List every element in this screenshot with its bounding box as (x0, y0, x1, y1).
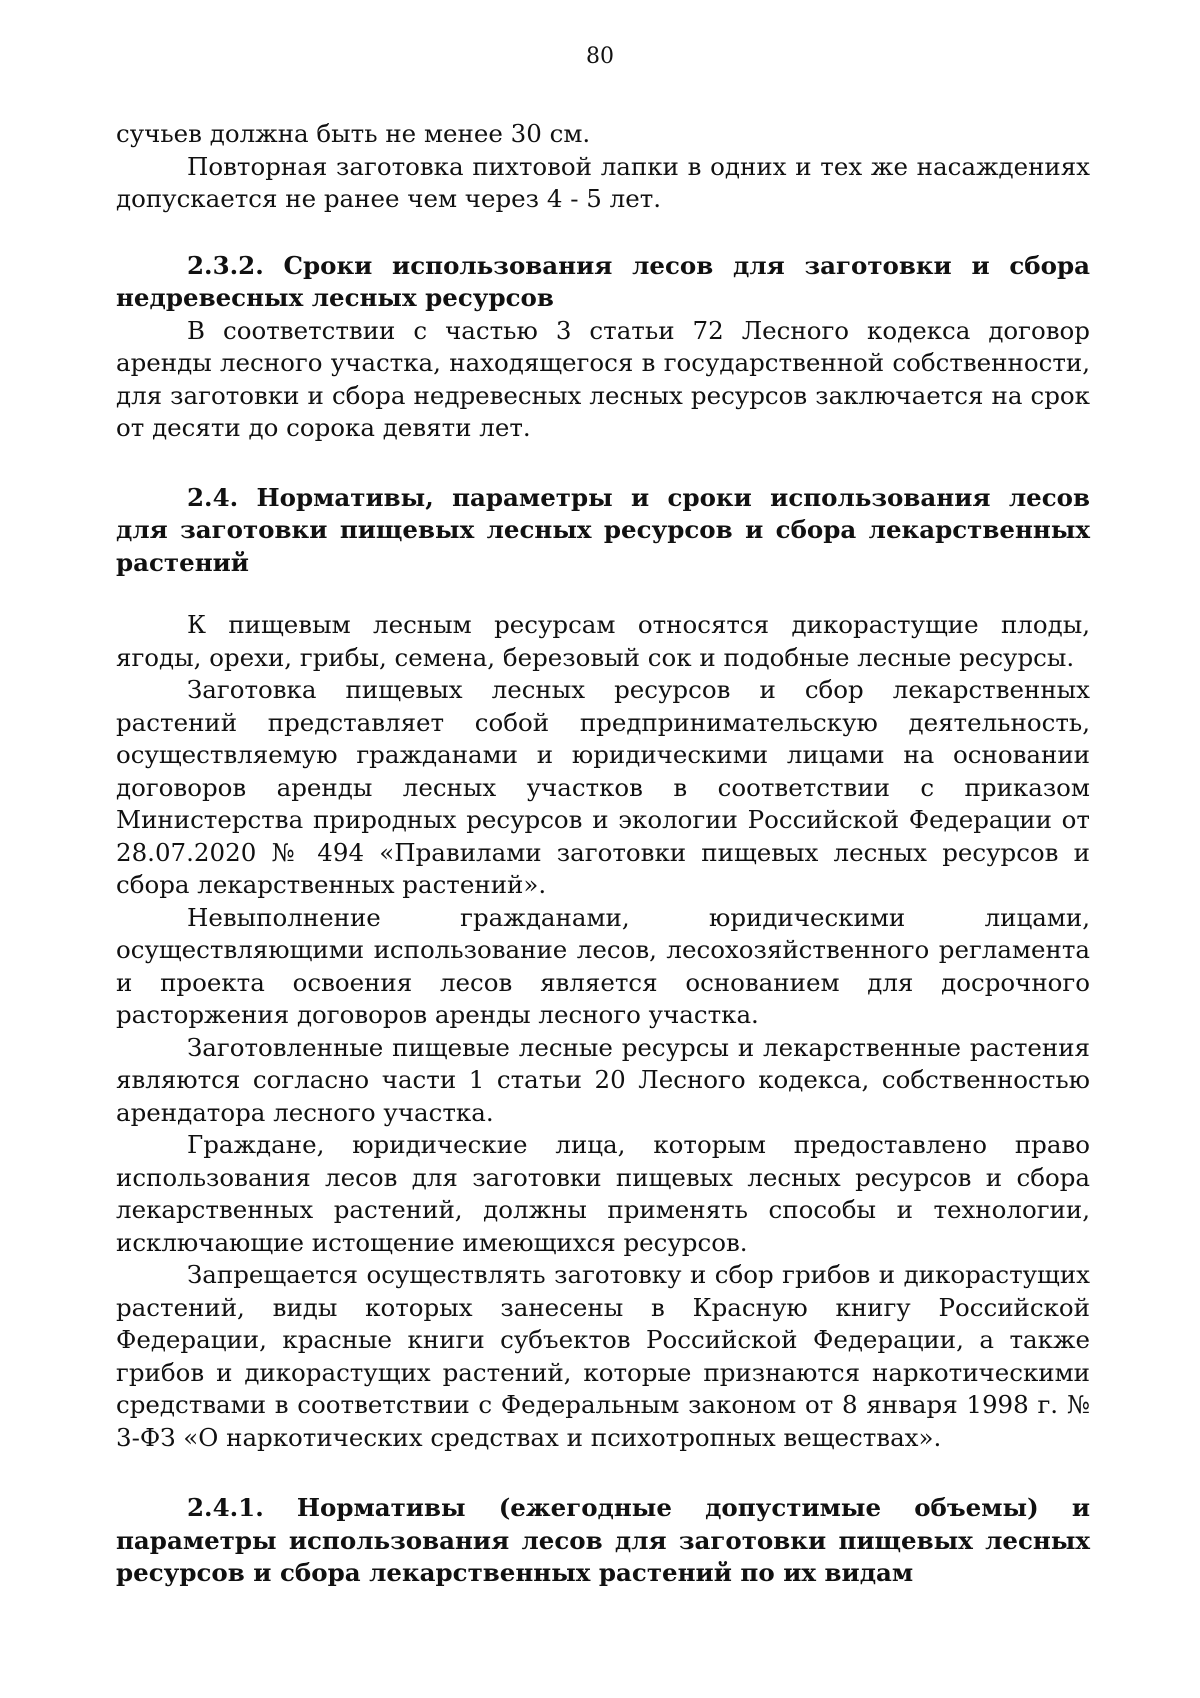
heading-2-3-2: 2.3.2. Сроки использования лесов для заготовки и сбора недревесных лесных ресурсов (116, 250, 1090, 312)
paragraph-lease-term: В соответствии с частью 3 статьи 72 Лесного кодекса договор аренды лесного участка, находящегося в государственной собственности, для заготовки и сбора недревесных лесных ресурсов заключается на срок от десяти до сорока девяти лет. (116, 315, 1090, 442)
paragraph-ownership: Заготовленные пищевые лесные ресурсы и лекарственные растения являются согласно части 1 статьи 20 Лесного кодекса, собственностью арендатора лесного участка. (116, 1032, 1090, 1127)
paragraph-food-resources: К пищевым лесным ресурсам относятся дикорастущие плоды, ягоды, орехи, грибы, семена, березовый сок и подобные лесные ресурсы. (116, 610, 1090, 672)
spacer (116, 1454, 1090, 1492)
paragraph-continuation: сучьев должна быть не менее 30 см. (116, 119, 591, 148)
page-number: 80 (586, 44, 614, 69)
paragraph-repeat-harvest: Повторная заготовка пихтовой лапки в одних и тех же насаждениях допускается не ранее чем через 4 - 5 лет. (116, 151, 1090, 213)
heading-2-4-1: 2.4.1. Нормативы (ежегодные допустимые объемы) и параметры использования лесов для заготовки пищевых лесных ресурсов и сбора лекарственных растений по их видам (116, 1493, 1090, 1587)
paragraph-noncompliance: Невыполнение гражданами, юридическими лицами, осуществляющими использование лесов, лесохозяйственного регламента и проекта освоения лесов является основанием для досрочного расторжения договоров аренды лесного участка. (116, 902, 1090, 1029)
paragraph-prohibition: Запрещается осуществлять заготовку и сбор грибов и дикорастущих растений, виды которых занесены в Красную книгу Российской Федерации, красные книги субъектов Российской Федерации, а также грибов и дикорастущих растений, которые признаются наркотическими средствами в соответствии с Федеральным законом от 8 января 1998 г. № 3-ФЗ «О наркотических средствах и психотропных веществах». (116, 1260, 1090, 1452)
spacer (116, 216, 1090, 250)
heading-2-4: 2.4. Нормативы, параметры и сроки использования лесов для заготовки пищевых лесных ресурсов и сбора лекарственных растений (116, 482, 1090, 577)
paragraph-technologies: Граждане, юридические лица, которым предоставлено право использования лесов для заготовки пищевых лесных ресурсов и сбора лекарственных растений, должны применять способы и технологии, исключающие истощение имеющихся ресурсов. (116, 1130, 1090, 1257)
spacer (116, 445, 1090, 482)
spacer (116, 579, 1090, 609)
document-body (116, 118, 1090, 1590)
paragraph-business-activity: Заготовка пищевых лесных ресурсов и сбор лекарственных растений представляет собой предпринимательскую деятельность, осуществляемую гражданами и юридическими лицами на основании договоров аренды лесных участков в соответствии с приказом Министерства природных ресурсов и экологии Российской Федерации от 28.07.2020 № 494 «Правилами заготовки пищевых лесных ресурсов и сбора лекарственных растений». (116, 675, 1090, 899)
